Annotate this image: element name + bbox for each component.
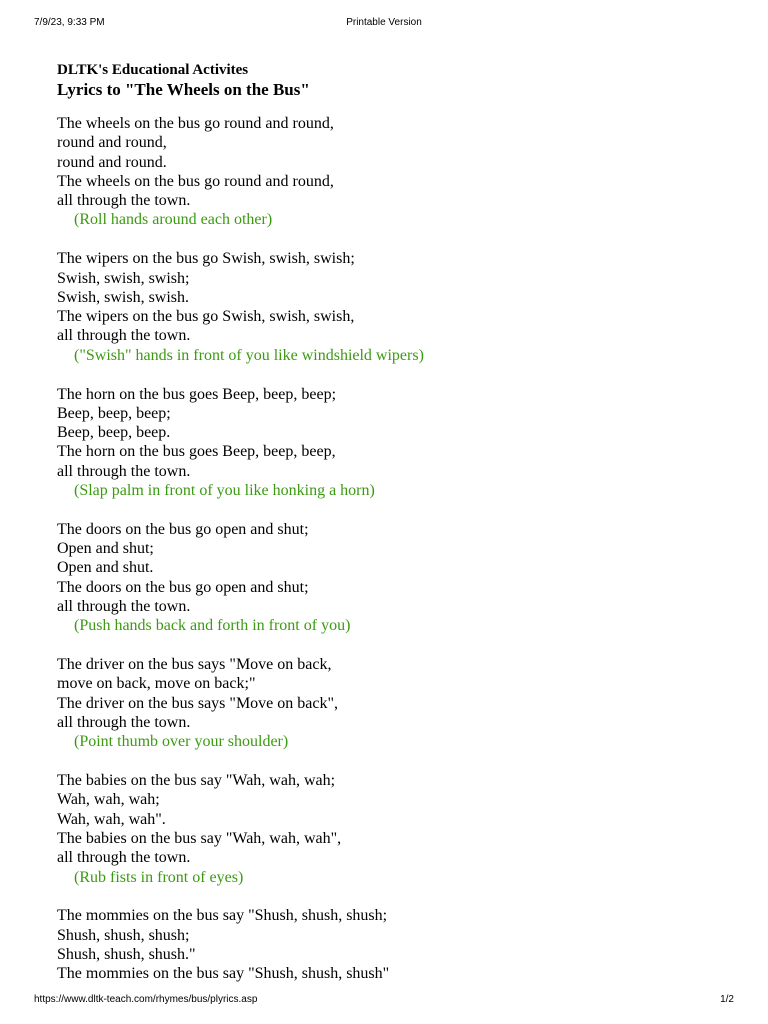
lyrics (57, 114, 737, 984)
lyric-line: all through the town. (57, 192, 191, 210)
page-url: https://www.dltk-teach.com/rhymes/bus/plyrics.asp (34, 994, 258, 1005)
verse (57, 249, 737, 365)
lyric-line: The mommies on the bus say "Shush, shush, shush; (57, 907, 388, 925)
action-instruction: (Roll hands around each other) (74, 211, 273, 229)
verse (57, 906, 737, 983)
lyric-line: The driver on the bus says "Move on back, (57, 656, 332, 674)
lyric-line: The doors on the bus go open and shut; (57, 520, 309, 538)
lyric-line: all through the town. (57, 598, 191, 616)
verse (57, 385, 737, 501)
document-body (57, 61, 737, 1003)
action-instruction: (Rub fists in front of eyes) (74, 868, 244, 886)
lyric-line: Open and shut. (57, 559, 154, 577)
lyric-line: all through the town. (57, 462, 191, 480)
lyric-line: Shush, shush, shush; (57, 926, 190, 944)
song-title: Lyrics to "The Wheels on the Bus" (57, 80, 310, 99)
lyric-line: The driver on the bus says "Move on back", (57, 694, 338, 712)
action-instruction: ("Swish" hands in front of you like windshield wipers) (74, 346, 424, 364)
lyric-line: The doors on the bus go open and shut; (57, 578, 309, 596)
lyric-line: round and round, (57, 134, 167, 152)
print-header (34, 17, 734, 31)
print-title: Printable Version (346, 17, 422, 28)
lyric-line: The wipers on the bus go Swish, swish, swish; (57, 250, 355, 268)
lyric-line: The horn on the bus goes Beep, beep, beep; (57, 385, 337, 403)
lyric-line: Wah, wah, wah". (57, 810, 166, 828)
verse (57, 520, 737, 636)
verse (57, 114, 737, 230)
print-footer (34, 994, 734, 1008)
action-instruction: (Slap palm in front of you like honking a horn) (74, 482, 375, 500)
print-datetime: 7/9/23, 9:33 PM (34, 17, 105, 28)
lyric-line: round and round. (57, 153, 167, 171)
action-instruction: (Push hands back and forth in front of you) (74, 617, 351, 635)
lyric-line: Beep, beep, beep; (57, 404, 171, 422)
lyric-line: Beep, beep, beep. (57, 424, 171, 442)
lyric-line: Swish, swish, swish. (57, 288, 190, 306)
verse (57, 655, 737, 751)
lyric-line: all through the town. (57, 849, 191, 867)
lyric-line: The babies on the bus say "Wah, wah, wah", (57, 830, 342, 847)
page-number: 1/2 (720, 994, 734, 1005)
lyric-line: all through the town. (57, 327, 191, 345)
site-name: DLTK's Educational Activites (57, 62, 249, 78)
lyric-line: Open and shut; (57, 540, 154, 558)
action-instruction: (Point thumb over your shoulder) (74, 733, 289, 751)
lyric-line: Swish, swish, swish; (57, 269, 190, 287)
lyric-line: Shush, shush, shush." (57, 945, 196, 963)
lyric-line: all through the town. (57, 714, 191, 732)
lyric-line: move on back, move on back;" (57, 675, 256, 693)
lyric-line: The horn on the bus goes Beep, beep, beep, (57, 443, 336, 461)
verse (57, 771, 737, 887)
lyric-line: The wipers on the bus go Swish, swish, swish, (57, 308, 355, 326)
lyric-line: The wheels on the bus go round and round, (57, 172, 334, 190)
lyric-line: Wah, wah, wah; (57, 791, 160, 809)
lyric-line: The babies on the bus say "Wah, wah, wah; (57, 772, 336, 790)
lyric-line: The mommies on the bus say "Shush, shush, shush" (57, 965, 390, 983)
lyric-line: The wheels on the bus go round and round, (57, 115, 334, 132)
